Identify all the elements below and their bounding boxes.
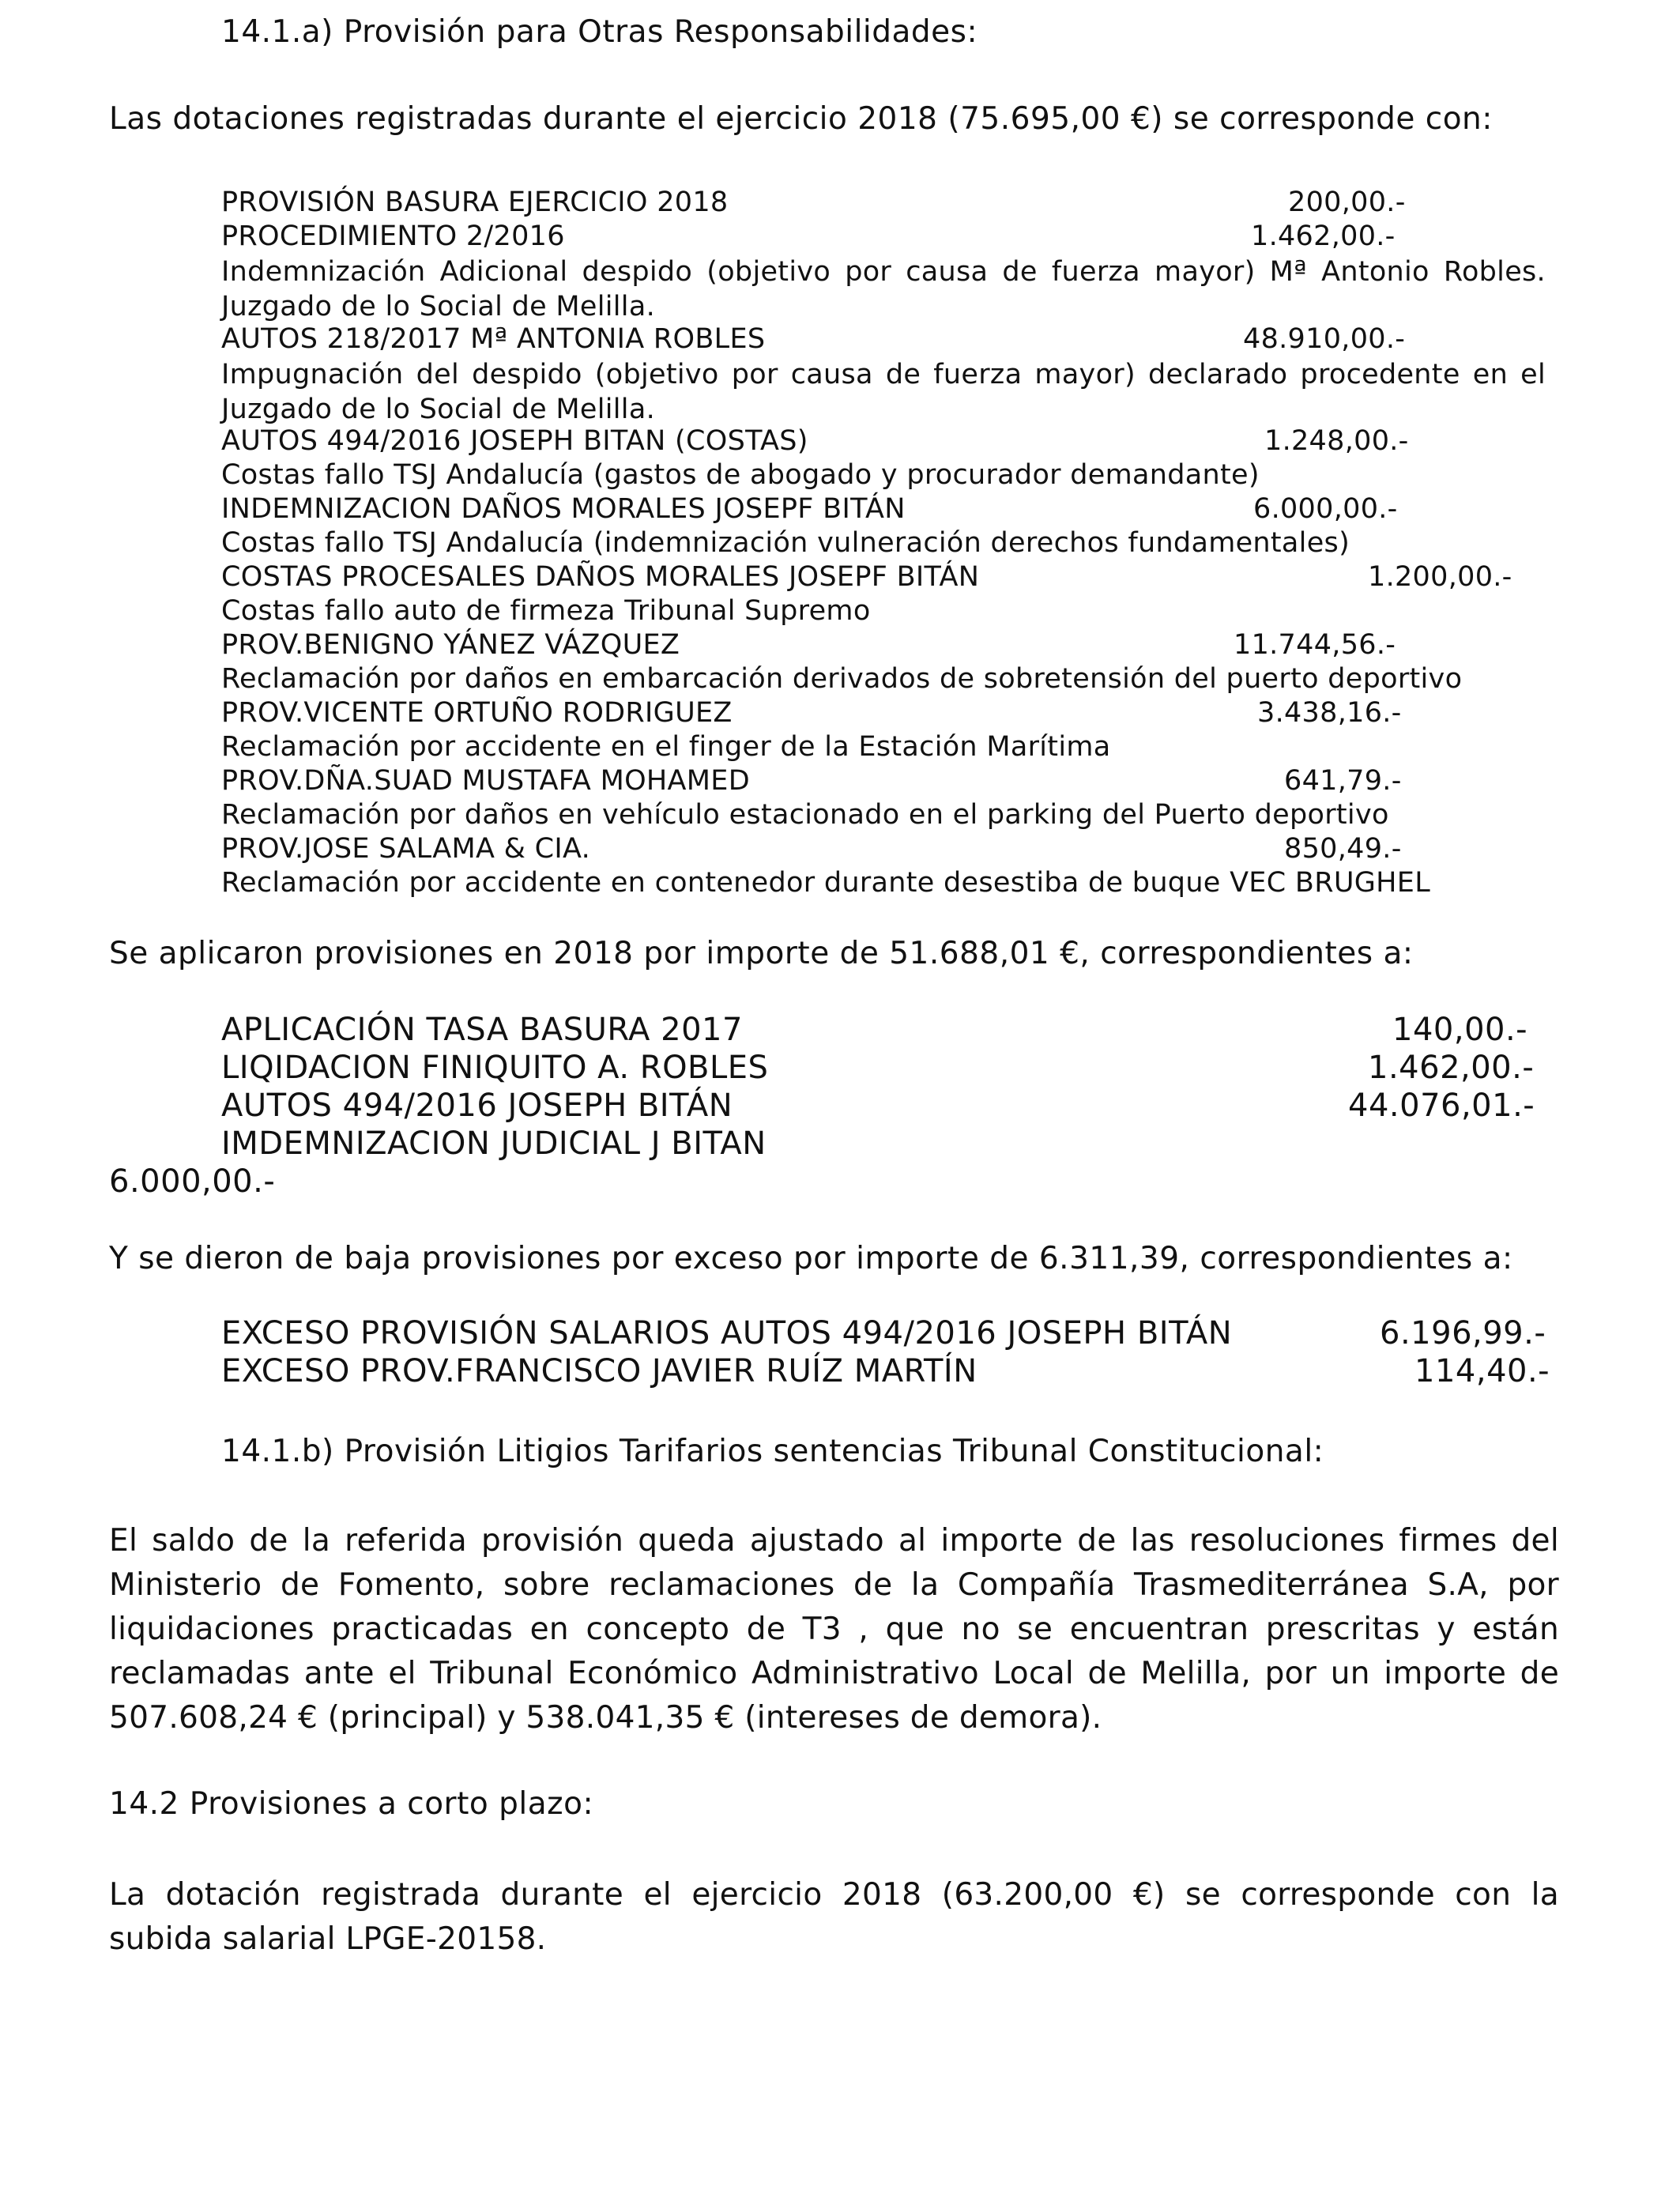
paragraph-line: La dotación registrada durante el ejercicio 2018 (63.200,00 €) se corresponde con la — [109, 1877, 1559, 1913]
section-2-paragraph — [109, 1873, 1559, 1962]
applied-label: IMDEMNIZACION JUDICIAL J BITAN — [221, 1125, 767, 1162]
provision-label: COSTAS PROCESALES DAÑOS MORALES JOSEPF BITÁN — [221, 561, 980, 593]
section-2-heading: 14.2 Provisiones a corto plazo: — [109, 1786, 594, 1822]
excess-amount: 6.196,99.- — [1380, 1315, 1546, 1351]
provision-description: Reclamación por accidente en el finger de la Estación Marítima — [221, 731, 1111, 763]
description-line: Juzgado de lo Social de Melilla. — [221, 291, 656, 322]
provision-description: Costas fallo TSJ Andalucía (indemnización vulneración derechos fundamentales) — [221, 527, 1350, 559]
excess-amount: 114,40.- — [1414, 1353, 1550, 1389]
provision-amount: 48.910,00.- — [1243, 323, 1406, 355]
provision-description: Reclamación por daños en vehículo estacionado en el parking del Puerto deportivo — [221, 799, 1389, 831]
excess-label: EXCESO PROV.FRANCISCO JAVIER RUÍZ MARTÍN — [221, 1353, 977, 1389]
applied-amount: 6.000,00.- — [109, 1163, 276, 1200]
provision-label: PROV.DÑA.SUAD MUSTAFA MOHAMED — [221, 765, 750, 797]
paragraph-line: Ministerio de Fomento, sobre reclamaciones de la Compañía Trasmediterránea S.A, por — [109, 1567, 1559, 1603]
section-b-paragraph — [109, 1519, 1559, 1740]
description-line: Impugnación del despido (objetivo por causa de fuerza mayor) declarado procedente en el — [221, 359, 1546, 390]
provision-amount: 6.000,00.- — [1253, 493, 1398, 525]
section-b-heading: 14.1.b) Provisión Litigios Tarifarios sentencias Tribunal Constitucional: — [221, 1434, 1324, 1469]
applied-amount: 1.462,00.- — [1368, 1050, 1535, 1086]
applied-label: AUTOS 494/2016 JOSEPH BITÁN — [221, 1088, 733, 1124]
provision-description — [221, 357, 1546, 427]
applied-amount: 140,00.- — [1392, 1012, 1528, 1048]
provision-label: INDEMNIZACION DAÑOS MORALES JOSEPF BITÁN — [221, 493, 906, 525]
paragraph-line: El saldo de la referida provisión queda ajustado al importe de las resoluciones firmes del — [109, 1523, 1559, 1559]
excess-intro: Y se dieron de baja provisiones por exceso por importe de 6.311,39, correspondientes a: — [109, 1241, 1513, 1276]
provision-amount: 1.248,00.- — [1264, 425, 1409, 457]
paragraph-line: reclamadas ante el Tribunal Económico Administrativo Local de Melilla, por un importe de — [109, 1656, 1559, 1691]
provision-description: Costas fallo auto de firmeza Tribunal Supremo — [221, 595, 871, 627]
applied-amount: 44.076,01.- — [1348, 1088, 1535, 1124]
provision-amount: 11.744,56.- — [1234, 629, 1396, 661]
section-a-heading: 14.1.a) Provisión para Otras Responsabilidades: — [221, 14, 978, 50]
description-line: Indemnización Adicional despido (objetivo por causa de fuerza mayor) Mª Antonio Robles. — [221, 256, 1546, 288]
provision-amount: 200,00.- — [1288, 187, 1406, 218]
provision-description — [221, 254, 1546, 324]
paragraph-line: 507.608,24 € (principal) y 538.041,35 € (intereses de demora). — [109, 1700, 1102, 1736]
provision-label: PROV.JOSE SALAMA & CIA. — [221, 833, 591, 865]
paragraph-line: liquidaciones practicadas en concepto de T3 , que no se encuentran prescritas y están — [109, 1612, 1559, 1647]
excess-label: EXCESO PROVISIÓN SALARIOS AUTOS 494/2016 JOSEPH BITÁN — [221, 1315, 1233, 1351]
provision-description: Costas fallo TSJ Andalucía (gastos de abogado y procurador demandante) — [221, 459, 1260, 491]
provision-amount: 1.462,00.- — [1251, 221, 1396, 252]
provision-label: PROCEDIMIENTO 2/2016 — [221, 221, 565, 252]
provision-label: AUTOS 218/2017 Mª ANTONIA ROBLES — [221, 323, 766, 355]
provision-amount: 850,49.- — [1284, 833, 1402, 865]
applied-label: APLICACIÓN TASA BASURA 2017 — [221, 1012, 743, 1048]
paragraph-line: subida salarial LPGE-20158. — [109, 1921, 547, 1957]
provision-label: PROV.BENIGNO YÁNEZ VÁZQUEZ — [221, 629, 680, 661]
provision-amount: 3.438,16.- — [1257, 697, 1402, 729]
provision-amount: 641,79.- — [1284, 765, 1402, 797]
description-line: Juzgado de lo Social de Melilla. — [221, 394, 656, 425]
provision-description: Reclamación por daños en embarcación derivados de sobretensión del puerto deportivo — [221, 663, 1463, 695]
applied-label: LIQIDACION FINIQUITO A. ROBLES — [221, 1050, 769, 1086]
provision-description: Reclamación por accidente en contenedor durante desestiba de buque VEC BRUGHEL — [221, 867, 1430, 899]
provision-label: PROVISIÓN BASURA EJERCICIO 2018 — [221, 187, 729, 218]
provision-label: AUTOS 494/2016 JOSEPH BITAN (COSTAS) — [221, 425, 808, 457]
provision-amount: 1.200,00.- — [1368, 561, 1512, 593]
section-a-intro: Las dotaciones registradas durante el ejercicio 2018 (75.695,00 €) se corresponde con: — [109, 101, 1493, 137]
applied-intro: Se aplicaron provisiones en 2018 por importe de 51.688,01 €, correspondientes a: — [109, 936, 1414, 971]
provision-label: PROV.VICENTE ORTUÑO RODRIGUEZ — [221, 697, 733, 729]
